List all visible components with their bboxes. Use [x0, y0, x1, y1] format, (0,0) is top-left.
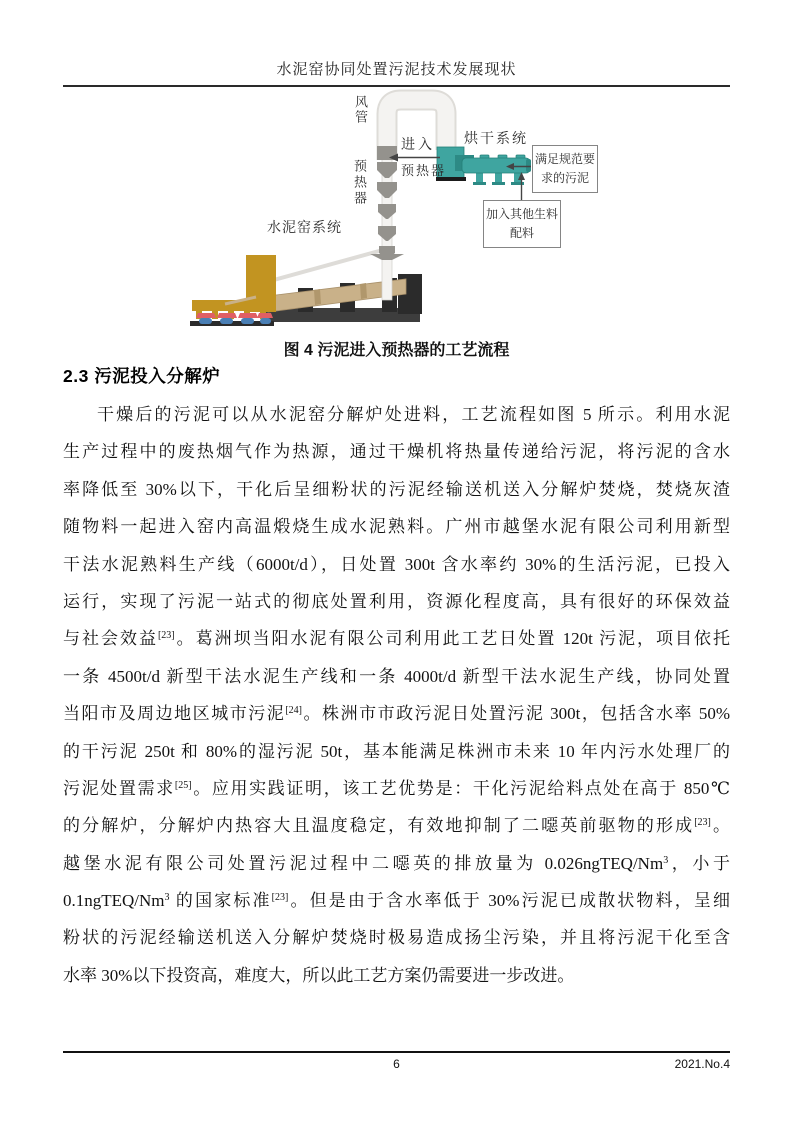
- paragraph-line: 0.1ngTEQ/Nm$^3$ 的国家标准[23]。但是由于含水率低于 30%污泥已成散状物料，呈细: [63, 891, 730, 911]
- drying-system-label: 烘干系统: [464, 132, 528, 147]
- raw-material-box: 加入其他生料配料: [483, 200, 561, 248]
- paragraph-line: 随物料一起进入窑内高温煅烧生成水泥熟料。广州市越堡水泥有限公司利用新型: [63, 517, 730, 537]
- figure-caption: 图 4 污泥进入预热器的工艺流程: [283, 342, 510, 359]
- clinker-cooler: [192, 255, 276, 319]
- paragraph-line: 粉状的污泥经输送机送入分解炉焚烧时极易造成扬尘污染，并且将污泥干化至含: [63, 928, 730, 948]
- preheater-inline-label: 预热器: [401, 163, 447, 178]
- paragraph-line: 运行，实现了污泥一站式的彻底处置利用，资源化程度高，具有很好的环保效益: [63, 591, 730, 611]
- paragraph-line: 率降低至 30%以下，干化后呈细粉状的污泥经输送机送入分解炉焚烧，焚烧灰渣: [63, 479, 730, 499]
- qualified-sludge-box: 满足规范要求的污泥: [532, 145, 598, 193]
- paragraph-line: 干法水泥熟料生产线（6000t/d），日处置 300t 含水率约 30%的生活污泥，已投入: [63, 554, 730, 574]
- paragraph-line: 当阳市及周边地区城市污泥[24]。株洲市市政污泥日处置污泥 300t，包括含水率 50%: [63, 704, 730, 724]
- cement-kiln-system-label: 水泥窑系统: [267, 221, 342, 236]
- paragraph-line: 水率 30%以下投资高，难度大，所以此工艺方案仍需要进一步改进。: [63, 965, 575, 985]
- footer-divider: [63, 1051, 730, 1053]
- body-paragraph: [63, 396, 730, 994]
- air-duct-label: 风管: [353, 95, 368, 125]
- paragraph-line: 生产过程中的废热烟气作为热源，通过干燥机将热量传递给污泥，将污泥的含水: [63, 442, 730, 462]
- process-diagram-graphic: [0, 88, 793, 336]
- paragraph-line: 与社会效益[23]。葛洲坝当阳水泥有限公司利用此工艺日处置 120t 污泥，项目依托: [63, 629, 731, 649]
- page-title: 水泥窑协同处置污泥技术发展现状: [276, 62, 517, 78]
- enter-label: 进入: [401, 138, 435, 153]
- paragraph-line: 的分解炉，分解炉内热容大且温度稳定，有效地抑制了二噁英前驱物的形成[23]。: [63, 816, 731, 836]
- paragraph-line: 污泥处置需求[25]。应用实践证明，该工艺优势是：干化污泥给料点处在高于 850℃: [63, 778, 730, 798]
- page-number: 6: [393, 1057, 400, 1071]
- header-divider: [63, 85, 730, 87]
- cooler-carts: [190, 313, 274, 326]
- issue-label: 2021.No.4: [674, 1057, 730, 1071]
- figure-4-diagram: [0, 88, 793, 336]
- paragraph-line: 干燥后的污泥可以从水泥窑分解炉处进料，工艺流程如图 5 所示。利用水泥: [97, 405, 730, 424]
- preheater-tower-label: 预热器: [352, 159, 367, 207]
- paragraph-line: 的干污泥 250t 和 80%的湿污泥 50t，基本能满足株洲市未来 10 年内污水处理厂的: [63, 741, 730, 761]
- paragraph-line: 越堡水泥有限公司处置污泥过程中二噁英的排放量为 0.026ngTEQ/Nm$^3$，小于: [63, 853, 730, 873]
- paragraph-line: 一条 4500t/d 新型干法水泥生产线和一条 4000t/d 新型干法水泥生产线，协同处置: [63, 666, 730, 686]
- section-heading: 2.3 污泥投入分解炉: [63, 366, 221, 386]
